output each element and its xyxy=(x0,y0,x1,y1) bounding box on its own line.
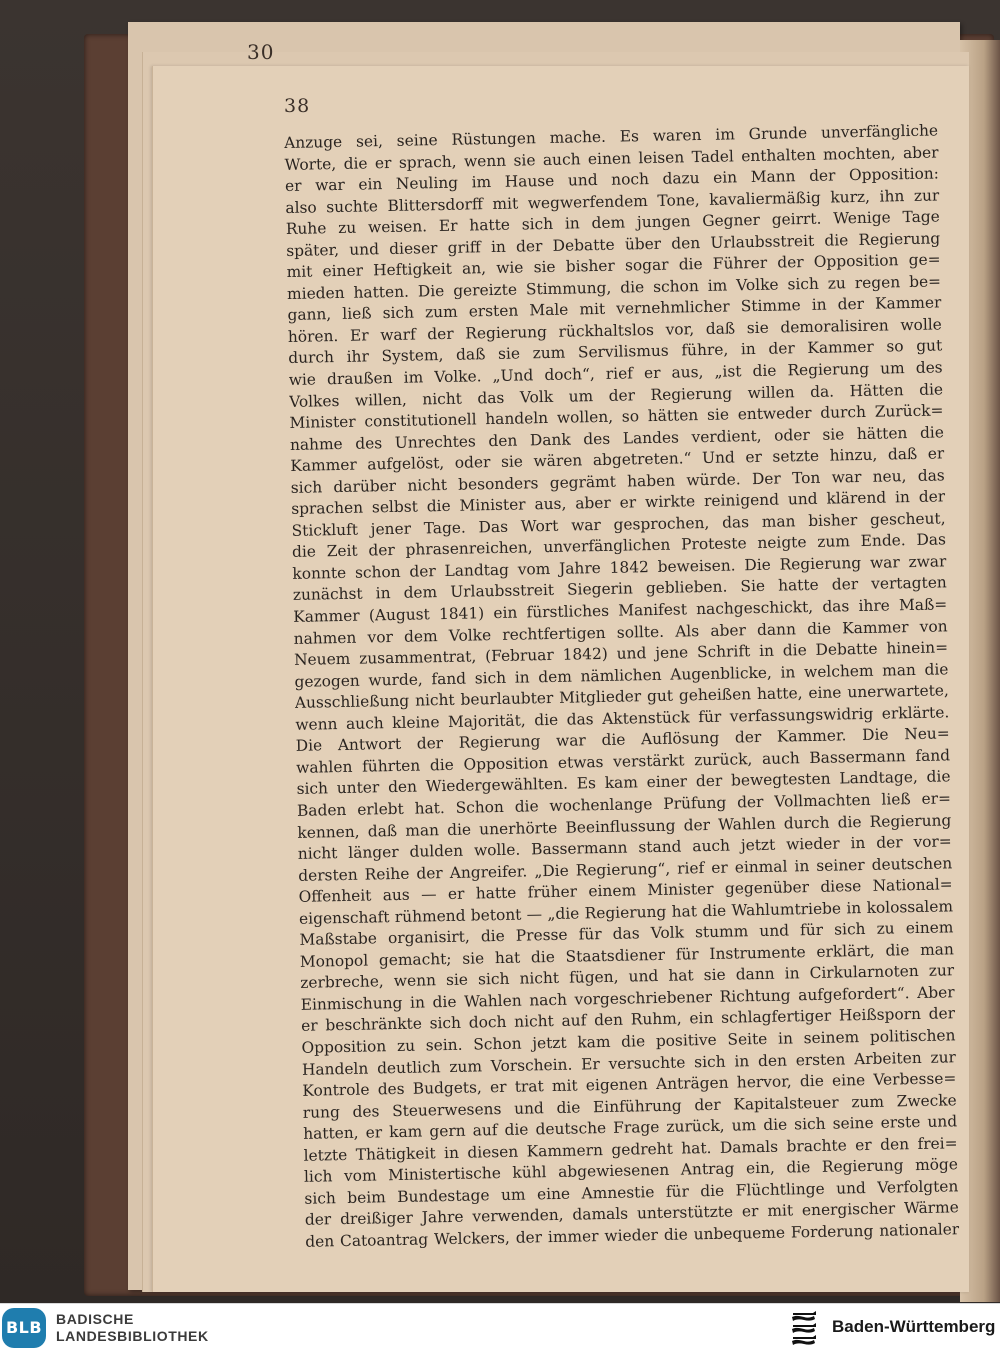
blb-logo[interactable]: BLB xyxy=(2,1308,46,1348)
text-line: Kontrole des Budgets, er trat mit eigenen Anträgen hervor, die eine Verbesse= xyxy=(302,1069,957,1100)
text-line: dersten Reihe der Angreifer. „Die Regierung“, rief er einmal in seiner deutschen xyxy=(298,853,953,885)
three-lions-crest-icon[interactable] xyxy=(790,1309,820,1347)
text-line: Opposition zu sein. Schon jetzt kam die positive Seite in seinem politischen xyxy=(301,1026,956,1057)
text-line: er war ein Neuling im Hause und noch dazu ein Mann der Opposition: xyxy=(284,164,940,196)
text-line: mit einer Heftigkeit an, wie sie bisher sogar die Führer der Opposition ge= xyxy=(286,250,941,282)
text-line: er beschränkte sich doch nicht auf den Ruhm, ein schlagfertiger Heißsporn der xyxy=(300,1004,956,1036)
text-line: gezogen wurde, fand sich in dem nämlichen Augenblicke, in welchem man die xyxy=(294,660,949,691)
text-line: eigenschaft rühmend betont — „die Regierung hat die Wahlumtriebe in kolossalem xyxy=(298,896,954,928)
text-line: wenn auch kleine Majorität, die das Aktenstück für verfassungswidrig erklärte. xyxy=(295,703,950,734)
text-line: den Catoantrag Welckers, der immer wieder die unbequeme Forderung nationaler xyxy=(305,1220,960,1251)
back-page-number: 30 xyxy=(247,40,275,64)
text-line: konnte schon der Landtag vom Jahre 1842 beweisen. Die Regierung war zwar xyxy=(292,552,947,583)
text-line: Einmischung in die Wahlen nach vorgeschriebener Richtung aufgefordert“. Aber xyxy=(300,983,955,1014)
text-line: Offenheit aus — er hatte früher einem Minister gegenüber diese National= xyxy=(298,875,953,906)
state-name[interactable]: Baden-Württemberg xyxy=(832,1317,996,1336)
text-line: hören. Er warf der Regierung rückhaltslos vor, daß sie demoralisiren wolle xyxy=(287,315,942,346)
text-line: gann, ließ sich zum ersten Male mit vernehmlicher Stimme in der Kammer xyxy=(287,293,942,325)
text-line: Ruhe zu weisen. Er hatte sich in dem jungen Gegner geirrt. Wenige Tage xyxy=(285,207,940,239)
text-line: später, und dieser griff in der Debatte über den Urlaubsstreit die Regierung xyxy=(286,229,941,260)
text-line: Kammer (August 1841) ein fürstliches Manifest nachgeschickt, das ihre Maß= xyxy=(293,595,948,626)
text-line: sich unter den Wiedergewählten. Es kam einer der bewegtesten Landtage, die xyxy=(296,767,951,799)
text-line: Die Antwort der Regierung war die Auflösung der Kammer. Die Neu= xyxy=(295,724,950,756)
text-line: nahmen vor dem Volke rechtfertigen sollte. Als aber dann die Kammer von xyxy=(293,616,948,648)
text-line: durch ihr System, daß sie zum Servilismus führe, in der Kammer so gut xyxy=(288,336,943,368)
text-line: Neuem zusammentrat, (Februar 1842) und jene Schrift in die Debatte hinein= xyxy=(293,638,949,670)
text-line: nicht länger dulden wolle. Bassermann stand auch jetzt wieder in der vor= xyxy=(297,832,952,863)
library-name[interactable] xyxy=(56,1311,209,1345)
text-line: rung des Steuerwesens und die Einführung der Kapitalsteuer zum Zwecke xyxy=(302,1090,957,1122)
text-line: die Zeit der phrasenreichen, unverfänglichen Proteste neigte zum Ende. Das xyxy=(291,530,947,562)
body-text xyxy=(284,120,959,1253)
library-name-line2: LANDESBIBLIOTHEK xyxy=(56,1328,209,1344)
library-name-line1: BADISCHE xyxy=(56,1311,134,1327)
text-line: Minister constitutionell handeln wollen, so hätten sie entweder durch Zurück= xyxy=(289,401,944,433)
text-line: Volkes willen, nicht das Volk um der Regierung willen da. Hätten die xyxy=(288,379,944,411)
text-line: wahlen führten die Opposition etwas verstärkt zurück, auch Bassermann fand xyxy=(296,746,951,777)
text-line: nahme des Unrechtes den Dank des Landes verdient, oder sie hätten die xyxy=(289,423,945,454)
text-line: Handeln deutlich zum Vorschein. Er versuchte sich in den ersten Arbeiten zur xyxy=(301,1047,957,1079)
text-line: Kammer aufgelöst, oder sie wären abgetreten.“ Und er setzte hinzu, daß er xyxy=(290,444,945,476)
text-line: sprachen selbst die Minister aus, aber er wirkte reinigend und klärend in der xyxy=(291,487,946,519)
text-line: also suchte Blittersdorff mit wegwerfendem Tone, kavaliermäßig kurz, ihn zur xyxy=(285,186,940,217)
text-line: lich vom Ministertische kühl abgewiesenen Antrag ein, die Regierung möge xyxy=(303,1155,959,1187)
text-line: Anzuge sei, seine Rüstungen mache. Es waren im Grunde unverfängliche xyxy=(284,121,939,152)
text-line: hatten, er kam gern auf die deutsche Frage zurück, um die sich seine erste und xyxy=(303,1112,958,1143)
text-line: letzte Thätigkeit in diesen Kammern gedreht hat. Damals brachte er den frei= xyxy=(303,1133,958,1165)
text-line: zunächst in dem Urlaubsstreit Siegerin geblieben. Sie hatte der vertagten xyxy=(292,573,947,605)
text-line: zerbreche, wenn sie sich nicht fügen, und hat sie dann in Cirkularnoten zur xyxy=(300,961,955,993)
text-line: kennen, daß man die unerhörte Beeinflussung der Wahlen durch die Regierung xyxy=(297,810,952,842)
text-line: mieden hatten. Die gereizte Stimmung, die schon im Volke sich zu regen be= xyxy=(286,272,942,303)
text-line: sich beim Bundestage um eine Amnestie für die Flüchtlinge und Verfolgten xyxy=(304,1177,959,1208)
text-line: Stickluft jener Tage. Das Wort war gesprochen, das man bisher gescheut, xyxy=(291,509,946,540)
text-line: Ausschließung nicht beurlaubter Mitglieder gut geheißen hatte, eine unerwartete, xyxy=(294,681,949,713)
text-line: wie draußen im Volke. „Und doch“, rief er aus, „ist die Regierung um des xyxy=(288,358,943,389)
text-line: Baden erlebt hat. Schon die wochenlange Prüfung der Vollmachten ließ er= xyxy=(296,789,952,820)
text-line: Worte, die er sprach, wenn sie auch einen leisen Tadel enthalten mochten, aber xyxy=(284,142,939,174)
viewer-footer xyxy=(0,1303,1000,1352)
page-number: 38 xyxy=(284,95,311,117)
text-line: Maßstabe organisirt, die Presse für das Volk stumm und für sich zu einem xyxy=(299,918,954,950)
text-line: sich darüber nicht besonders gegrämt haben würde. Der Ton war neu, das xyxy=(290,466,945,497)
text-line: Monopol gemacht; sie hat die Staatsdiener für Instrumente erklärt, die man xyxy=(299,940,954,971)
text-line: der dreißiger Jahre verwenden, damals unterstützte er mit energischer Wärme xyxy=(304,1198,959,1230)
